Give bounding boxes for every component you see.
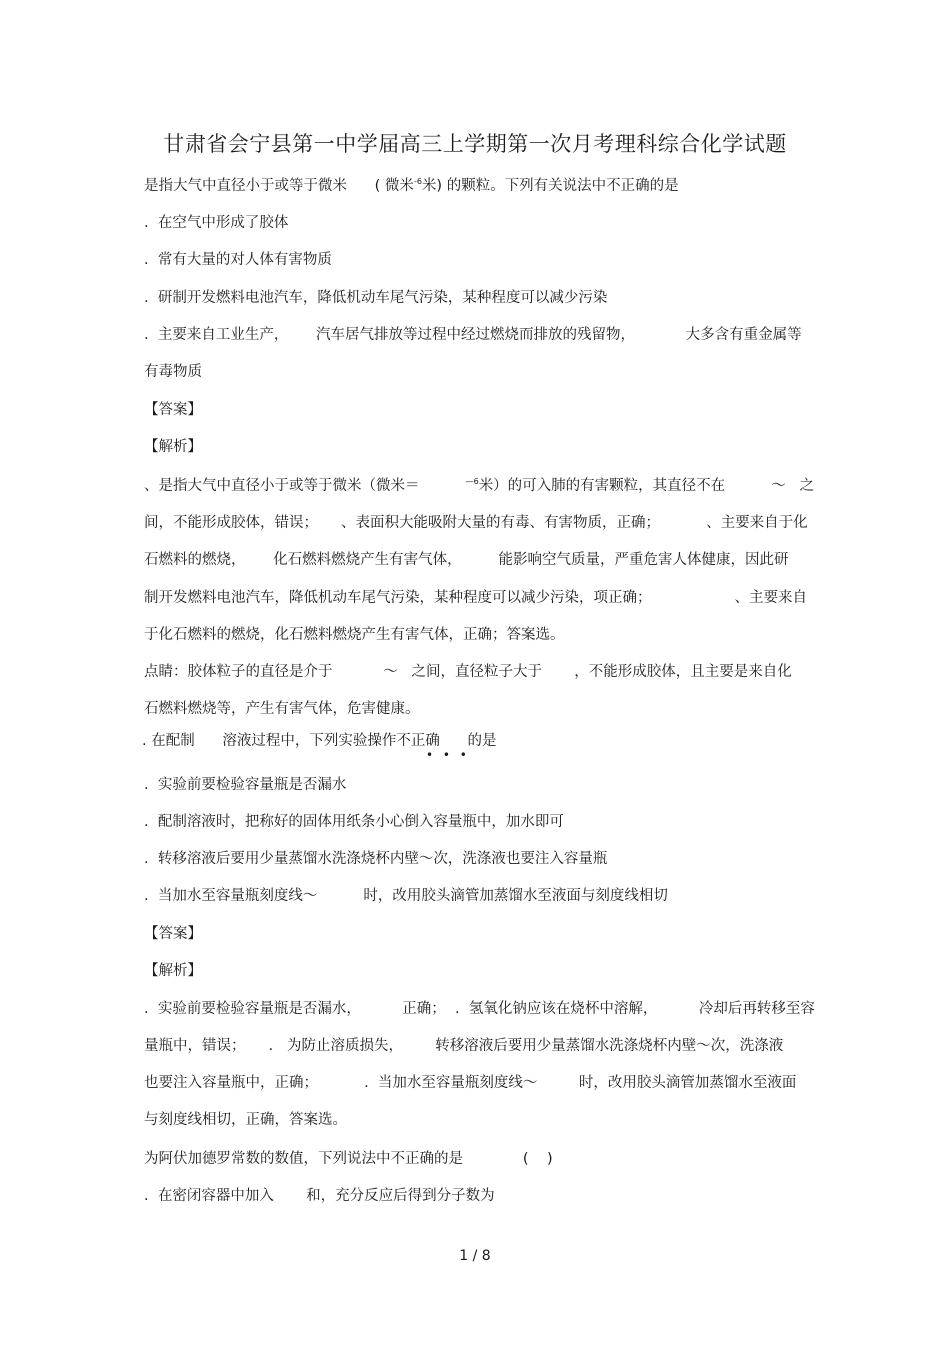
q1-analysis-line-part: 、是指大气中直径小于或等于微米（微米＝: [144, 478, 420, 494]
q1-option-d: . 主要来自工业生产， 汽车居气排放等过程中经过燃烧而排放的残留物， 大多含有重金属等: [144, 327, 802, 343]
q1-analysis-line: 间，不能形成胶体，错误； 、表面积大能吸附大量的有毒、有害物质，正确； 、主要来自于化: [144, 515, 808, 531]
question-3-stem: 为阿伏加德罗常数的数值，下列说法中不正确的是 ( ): [144, 1151, 553, 1167]
q1-analysis-label: 【解析】: [144, 439, 202, 455]
q3-option-a: . 在密闭容器中加入 和，充分反应后得到分子数为: [144, 1188, 495, 1204]
q2-answer-label: 【答案】: [144, 926, 202, 942]
q1-analysis-line: 制开发燃料电池汽车，降低机动车尾气污染，某种程度可以减少污染，项正确； 、主要来自: [144, 590, 807, 606]
q2-option-a: . 实验前要检验容量瓶是否漏水: [144, 777, 347, 793]
q1-analysis-line: 于化石燃料的燃烧，化石燃料燃烧产生有害气体，正确；答案选。: [144, 627, 565, 643]
q1-answer-label: 【答案】: [144, 402, 202, 418]
q1-tip-line: 石燃料燃烧等，产生有害气体，危害健康。: [144, 701, 420, 717]
q1-analysis-line: [144, 476, 814, 498]
q1-stem-part-b: ( 微米: [374, 178, 414, 194]
q2-stem-part-b: 的是: [467, 733, 497, 749]
q2-analysis-label: 【解析】: [144, 963, 202, 979]
q2-option-d: . 当加水至容量瓶刻度线～ 时，改用胶头滴管加蒸馏水至液面与刻度线相切: [144, 888, 668, 904]
q2-analysis-line: 量瓶中，错误； . 为防止溶质损失， 转移溶液后要用少量蒸馏水洗涤烧杯内壁～次，洗涤液: [144, 1038, 784, 1054]
q2-option-b: . 配制溶液时，把称好的固体用纸条小心倒入容量瓶中，加水即可: [144, 814, 564, 830]
q2-analysis-line: 与刻度线相切，正确，答案选。: [144, 1112, 347, 1128]
q1-stem-superscript: -6: [413, 177, 422, 186]
q1-analysis-line: 石燃料的燃烧， 化石燃料燃烧产生有害气体， 能影响空气质量，严重危害人体健康，因此研: [144, 552, 789, 568]
q1-option-b: . 常有大量的对人体有害物质: [144, 252, 332, 268]
q1-option-c: . 研制开发燃料电池汽车，降低机动车尾气污染，某种程度可以减少污染: [144, 290, 608, 306]
q1-tip-line: 点睛：胶体粒子的直径是介于 ～ 之间，直径粒子大于 ，不能形成胶体，且主要是来自化: [144, 664, 792, 680]
page-title: 甘肃省会宁县第一中学届高三上学期第一次月考理科综合化学试题: [163, 132, 787, 156]
q1-stem-part-c: 米) 的颗粒。下列有关说法中不正确的是: [421, 178, 679, 194]
q1-analysis-superscript: —6: [465, 477, 479, 486]
question-1-stem: [144, 176, 679, 198]
q2-stem-part-a: . 在配制 溶液过程中，下列实验操作不正确: [142, 733, 440, 749]
emphasis-dots: • • •: [426, 748, 470, 762]
q2-analysis-line: . 实验前要检验容量瓶是否漏水， 正确； . 氢氧化钠应该在烧杯中溶解， 冷却后再转移至容: [144, 1001, 815, 1017]
q1-analysis-line-part: 米）的可入肺的有害颗粒，其直径不在 ～ 之: [478, 478, 815, 494]
page-number: 1 / 8: [459, 1248, 491, 1264]
q2-option-c: . 转移溶液后要用少量蒸馏水洗涤烧杯内壁～次，洗涤液也要注入容量瓶: [144, 851, 608, 867]
q2-analysis-line: 也要注入容量瓶中，正确； . 当加水至容量瓶刻度线～ 时，改用胶头滴管加蒸馏水至液面: [144, 1075, 797, 1091]
q1-option-a: . 在空气中形成了胶体: [144, 215, 289, 231]
q1-stem-part-a: 是指大气中直径小于或等于微米: [144, 178, 347, 194]
q1-option-d-continued: 有毒物质: [144, 364, 202, 380]
